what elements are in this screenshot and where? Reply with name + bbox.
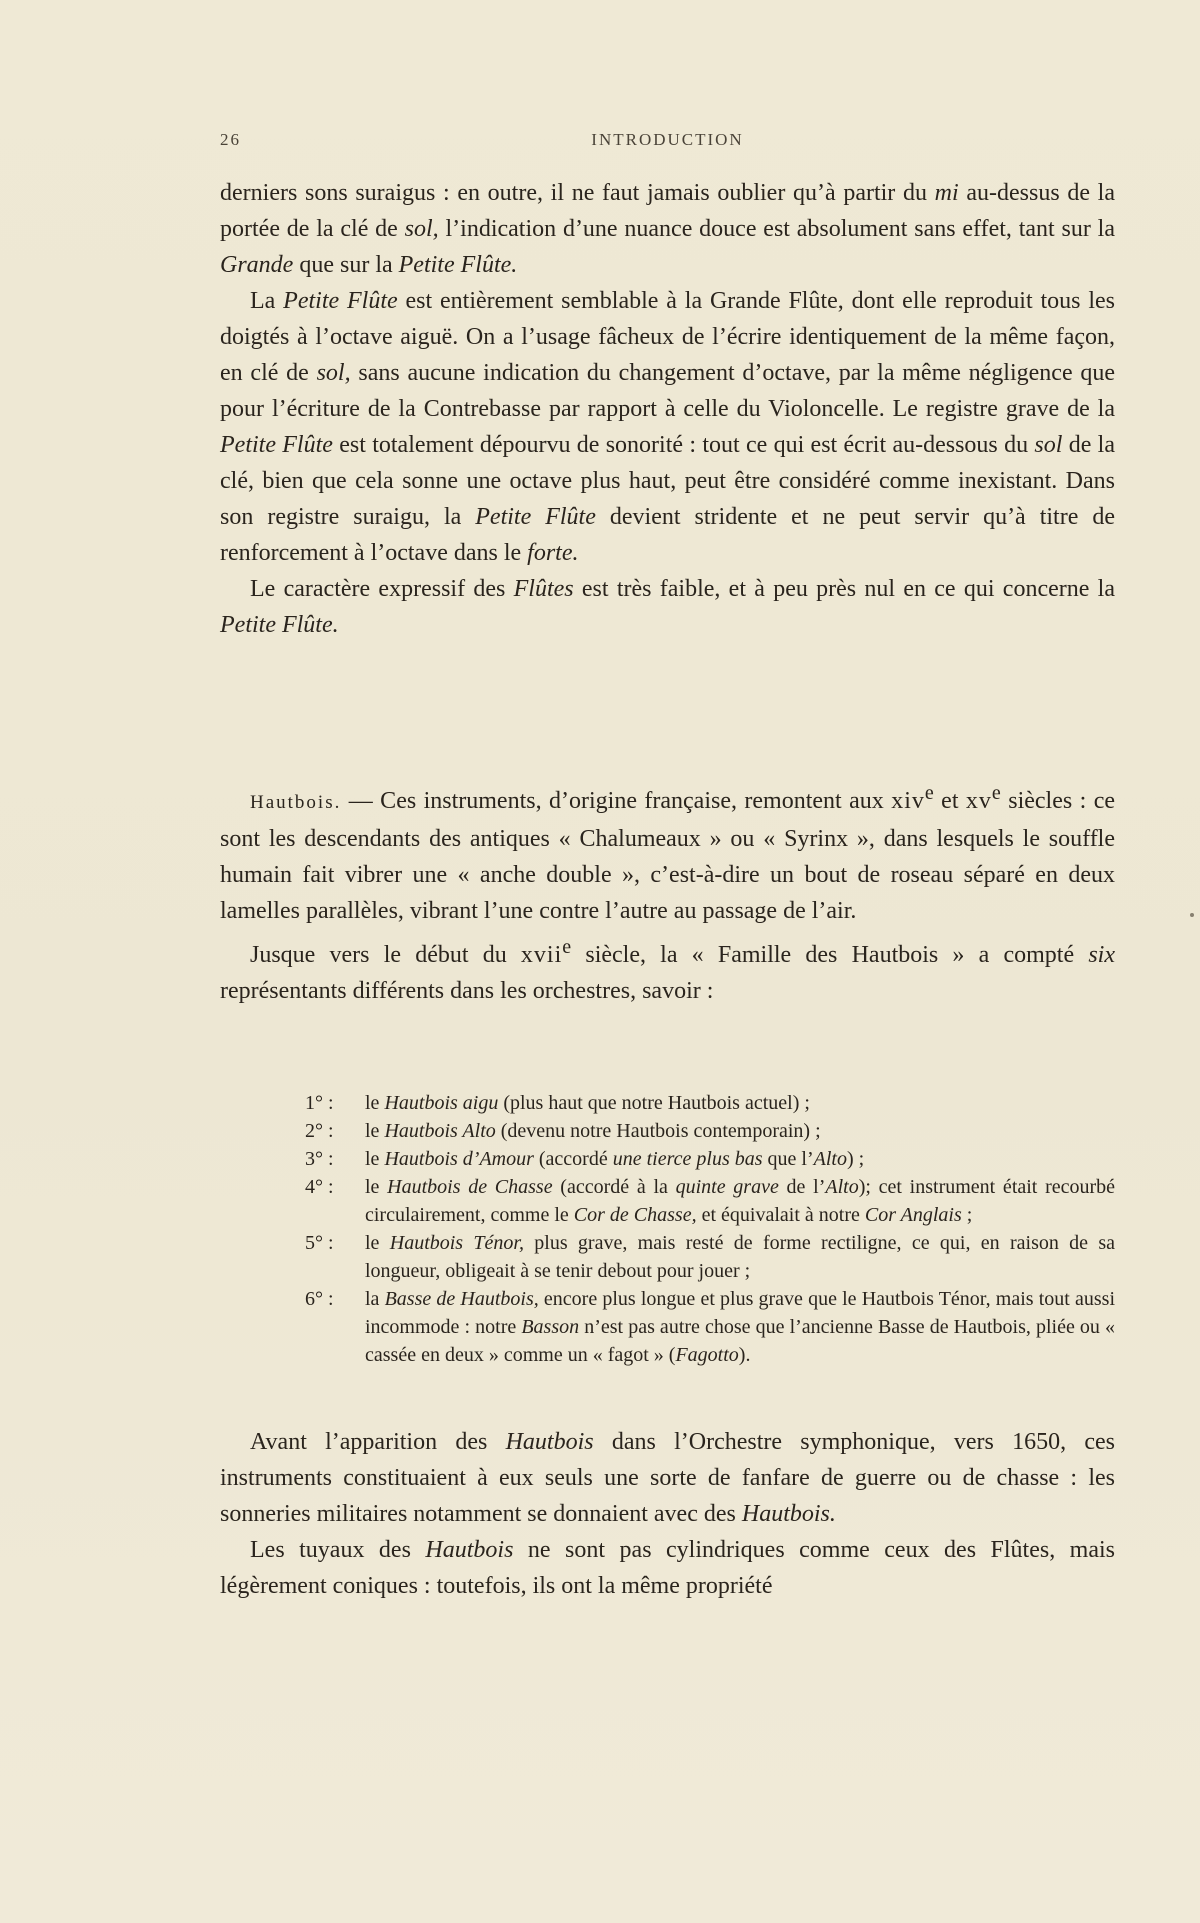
list-item xyxy=(305,1089,1115,1117)
text-run: derniers sons suraigus : en outre, il ne faut jamais oublier qu’à partir du xyxy=(220,180,935,206)
italic-run: Alto xyxy=(825,1176,859,1198)
text-run: représentants différents dans les orchestres, savoir : xyxy=(220,978,714,1004)
text-run: ). xyxy=(738,1344,751,1366)
text-block-hautbois xyxy=(220,775,1115,1009)
text-run: n’est pas autre chose que l’ancienne Basse de Hautbois, pliée ou « cassée en deux » comme un « fagot » ( xyxy=(365,1316,1116,1366)
italic-run: sol, xyxy=(404,216,439,242)
century-numeral: xvii xyxy=(520,942,563,968)
text-run: (plus haut que notre Hautbois actuel) ; xyxy=(498,1092,810,1114)
hautbois-family-list xyxy=(305,1089,1115,1369)
century-numeral: xiv xyxy=(891,788,925,814)
running-title: INTRODUCTION xyxy=(591,130,744,149)
italic-run: Petite Flûte xyxy=(283,288,398,314)
text-run: — Ces instruments, d’origine française, remontent aux xyxy=(341,788,892,814)
text-run: et équivalait à notre xyxy=(696,1204,865,1226)
italic-run: forte. xyxy=(527,540,579,566)
italic-run: Petite Flûte. xyxy=(398,252,518,278)
text-run: Les tuyaux des xyxy=(250,1537,426,1563)
italic-run: Hautbois Alto xyxy=(384,1120,496,1142)
superscript: e xyxy=(991,782,1001,804)
text-run: de la clé, bien que cela sonne une octave plus haut, peut être considéré comme inexistant. Dans son registre suraigu, la xyxy=(220,432,1115,530)
text-run: ne sont pas cylindriques comme ceux des Flûtes, mais légèrement coniques : toutefois, ils ont la même propriété xyxy=(220,1537,1116,1599)
text-run: la xyxy=(365,1288,385,1310)
italic-run: Hautbois. xyxy=(741,1501,836,1527)
italic-run: Petite Flûte. xyxy=(220,612,339,638)
italic-run: Hautbois d’Amour xyxy=(384,1148,534,1170)
paragraph-famille-hautbois xyxy=(220,929,1115,1009)
paragraph-petite-flute xyxy=(220,283,1115,571)
text-run: encore plus longue et plus grave que le Hautbois Ténor, mais tout aussi incommode : notre xyxy=(365,1288,1115,1338)
superscript: e xyxy=(924,782,934,804)
italic-run: Basse de Hautbois, xyxy=(384,1288,539,1310)
section-heading-hautbois: Hautbois. xyxy=(250,792,342,813)
italic-run: Hautbois Ténor, xyxy=(389,1232,524,1254)
italic-run: Hautbois xyxy=(425,1537,514,1563)
list-number: 3° : xyxy=(305,1148,334,1170)
text-run: (devenu notre Hautbois contemporain) ; xyxy=(495,1120,821,1142)
text-run: le xyxy=(365,1232,390,1254)
text-run: sans aucune indication du changement d’octave, par la même négligence que pour l’écriture de la Contrebasse par rapport à celle du Violoncelle. Le registre grave de la xyxy=(220,360,1116,422)
text-run: Le caractère expressif des xyxy=(250,576,514,602)
paragraph-hautbois-origine xyxy=(220,775,1115,929)
italic-run: mi xyxy=(934,180,959,206)
text-run: le xyxy=(365,1148,385,1170)
italic-run: Petite Flûte xyxy=(475,504,596,530)
text-run: Avant l’apparition des xyxy=(250,1429,506,1455)
list-number: 2° : xyxy=(305,1120,334,1142)
century-numeral: xv xyxy=(965,788,992,814)
text-run: La xyxy=(250,288,284,314)
text-run: (accordé xyxy=(533,1148,613,1170)
text-run: ; xyxy=(961,1204,973,1226)
text-block-hautbois-suite xyxy=(220,1424,1115,1604)
list-item xyxy=(305,1145,1115,1173)
text-run: siècle, la « Famille des Hautbois » a compté xyxy=(571,942,1089,968)
text-run: le xyxy=(365,1176,388,1198)
text-run: devient stridente et ne peut servir qu’à titre de renforcement à l’octave dans le xyxy=(220,504,1116,566)
page-number: 26 xyxy=(220,130,241,149)
italic-run: Hautbois de Chasse xyxy=(387,1176,553,1198)
text-run: que l’ xyxy=(762,1148,814,1170)
italic-run: six xyxy=(1088,942,1115,968)
italic-run: Cor de Chasse, xyxy=(573,1204,697,1226)
italic-run: sol, xyxy=(316,360,351,386)
text-run: dans l’Orchestre symphonique, vers 1650, ces instruments constituaient à eux seuls une sorte de fanfare de guerre ou de chasse : les sonneries militaires notamment se donnaient avec des xyxy=(220,1429,1116,1527)
text-run: Jusque vers le début du xyxy=(250,942,521,968)
italic-run: quinte grave xyxy=(675,1176,779,1198)
italic-run: une tierce plus bas xyxy=(612,1148,763,1170)
list-number: 4° : xyxy=(305,1176,334,1198)
italic-run: Cor Anglais xyxy=(864,1204,962,1226)
text-run: est entièrement semblable à la Grande Flûte, dont elle reproduit tous les doigtés à l’octave aiguë. On a l’usage fâcheux de l’écrire identiquement de la même façon, en clé de xyxy=(220,288,1116,386)
text-run: de l’ xyxy=(778,1176,826,1198)
text-run: est très faible, et à peu près nul en ce qui concerne la xyxy=(573,576,1115,602)
text-run: est totalement dépourvu de sonorité : tout ce qui est écrit au-dessous du xyxy=(332,432,1035,458)
list-number: 5° : xyxy=(305,1232,334,1254)
text-run: au-dessus de la portée de la clé de xyxy=(220,180,1115,242)
list-item xyxy=(305,1285,1115,1369)
list-item xyxy=(305,1173,1115,1229)
list-number: 1° : xyxy=(305,1092,334,1114)
italic-run: Flûtes xyxy=(513,576,574,602)
italic-run: sol xyxy=(1034,432,1063,458)
italic-run: Basson xyxy=(521,1316,580,1338)
superscript: e xyxy=(562,936,572,958)
text-run: ); cet instrument était recourbé circulairement, comme le xyxy=(365,1176,1116,1226)
italic-run: Fagotto xyxy=(675,1344,739,1366)
paragraph-caractere-expressif xyxy=(220,571,1115,643)
italic-run: Alto xyxy=(813,1148,847,1170)
text-run: siècles : ce sont les descendants des antiques « Chalumeaux » ou « Syrinx », dans lesquels le souffle humain fait vibrer une « anche double », c’est-à-dire un bout de roseau séparé en deux lamelles parallèles, vibrant l’une contre l’autre au passage de l’air. xyxy=(220,788,1115,924)
text-run: plus grave, mais resté de forme rectiligne, ce qui, en raison de sa longueur, obligeait à se tenir debout pour jouer ; xyxy=(365,1232,1116,1282)
list-item xyxy=(305,1117,1115,1145)
paper-speck xyxy=(1190,913,1194,917)
paragraph-tuyaux xyxy=(220,1532,1115,1604)
text-block-flutes xyxy=(220,175,1115,643)
text-run: le xyxy=(365,1120,385,1142)
text-run: l’indication d’une nuance douce est absolument sans effet, tant sur la xyxy=(438,216,1115,242)
paragraph-suraigus xyxy=(220,175,1115,283)
running-header xyxy=(220,130,1115,156)
italic-run: Petite Flûte xyxy=(220,432,333,458)
list-item xyxy=(305,1229,1115,1285)
text-run: que sur la xyxy=(293,252,399,278)
italic-run: Hautbois xyxy=(505,1429,594,1455)
text-run: (accordé à la xyxy=(552,1176,676,1198)
text-run: et xyxy=(933,788,966,814)
italic-run: Grande xyxy=(220,252,294,278)
text-run: ) ; xyxy=(846,1148,865,1170)
paragraph-apparition xyxy=(220,1424,1115,1532)
list-number: 6° : xyxy=(305,1288,334,1310)
text-run: le xyxy=(365,1092,385,1114)
italic-run: Hautbois aigu xyxy=(384,1092,499,1114)
